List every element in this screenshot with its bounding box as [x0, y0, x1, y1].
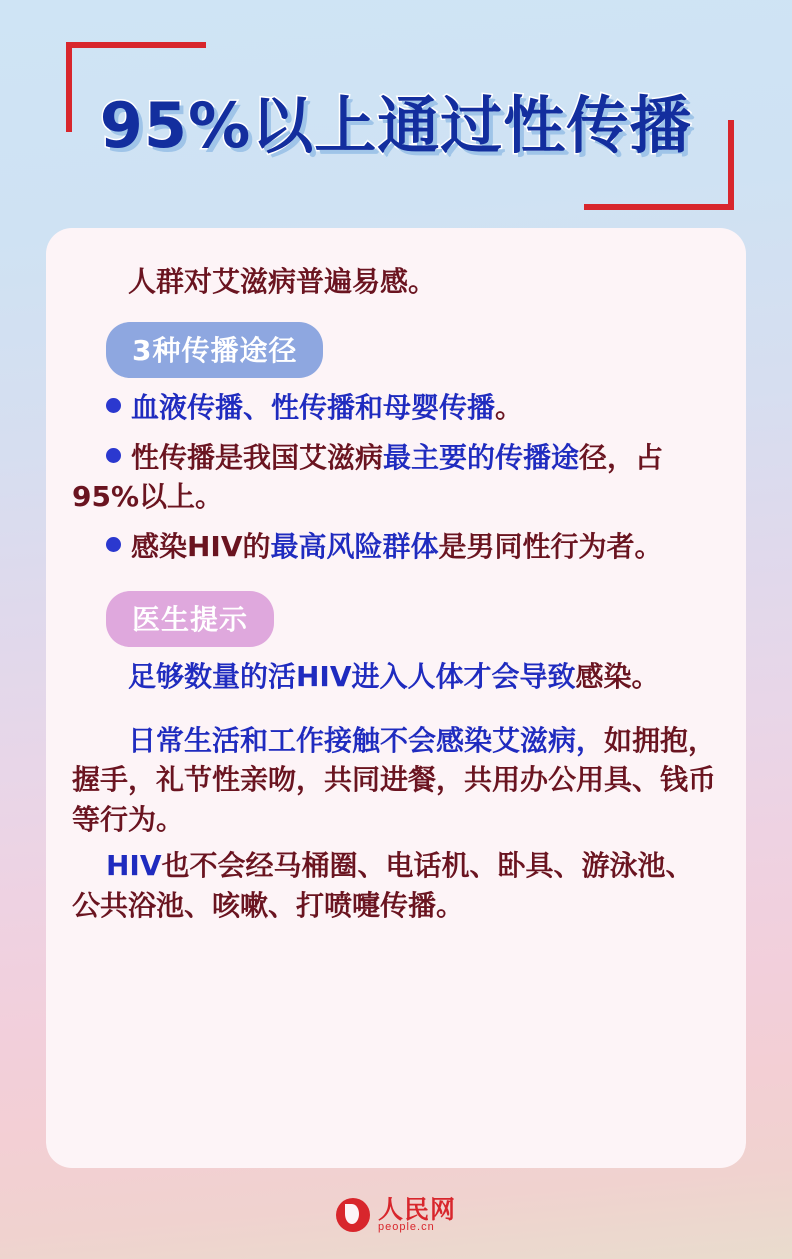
- bullet-dot-icon: [106, 398, 121, 413]
- note-text: [72, 721, 720, 840]
- list-item: [72, 527, 720, 567]
- list-item: [72, 438, 720, 518]
- note-tail: 感染。: [575, 659, 660, 693]
- people-cn-logo-icon: [336, 1198, 370, 1232]
- list-item-highlight: 最主要的传播途: [383, 440, 580, 474]
- label-transmission-routes: 3种传播途径: [106, 322, 323, 378]
- content-card: [46, 228, 746, 1168]
- list-item-tail: 。: [495, 390, 524, 424]
- list-item-lead: 感染HIV的: [131, 530, 271, 563]
- intro-text: 人群对艾滋病普遍易感。: [128, 265, 437, 298]
- list-item-tail: 是男同性行为者。: [438, 530, 663, 563]
- brand-logo-text: [378, 1197, 456, 1233]
- brand-name-en: people.cn: [377, 1221, 435, 1233]
- label-doctor-tip: 医生提示: [106, 591, 274, 647]
- note-text: [72, 657, 720, 697]
- note-mid: 也不会经马桶圈、电话机、卧具、游泳池、公共浴池、咳嗽、打喷嚏传播。: [72, 848, 694, 922]
- note-highlight: 日常生活和工作接触不会感染艾滋病，: [128, 723, 605, 757]
- list-item-tail: 径，占95%以上。: [72, 440, 664, 514]
- note-highlight: 足够数量的活HIV进入人体才会导致: [128, 659, 576, 693]
- bullet-dot-icon: [106, 537, 121, 552]
- list-item-highlight: 血液传播、性传播和母婴传播: [131, 390, 496, 424]
- bullet-dot-icon: [106, 448, 121, 463]
- page-title: 95%以上通过性传播: [99, 89, 693, 162]
- note-highlight: HIV: [106, 848, 162, 882]
- brand-name-cn: 人民网: [377, 1195, 456, 1224]
- footer: [0, 1197, 792, 1237]
- note-tail: 如拥抱，握手，礼节性亲吻，共同进餐，共用办公用具、钱币等行为。: [72, 723, 717, 836]
- note-text: [72, 846, 720, 926]
- spacer: [72, 703, 720, 721]
- brand-logo: [336, 1197, 456, 1233]
- list-item-lead: 性传播是我国艾滋病: [131, 440, 384, 474]
- list-item: [72, 388, 720, 428]
- list-item-highlight: 最高风险群体: [270, 530, 439, 563]
